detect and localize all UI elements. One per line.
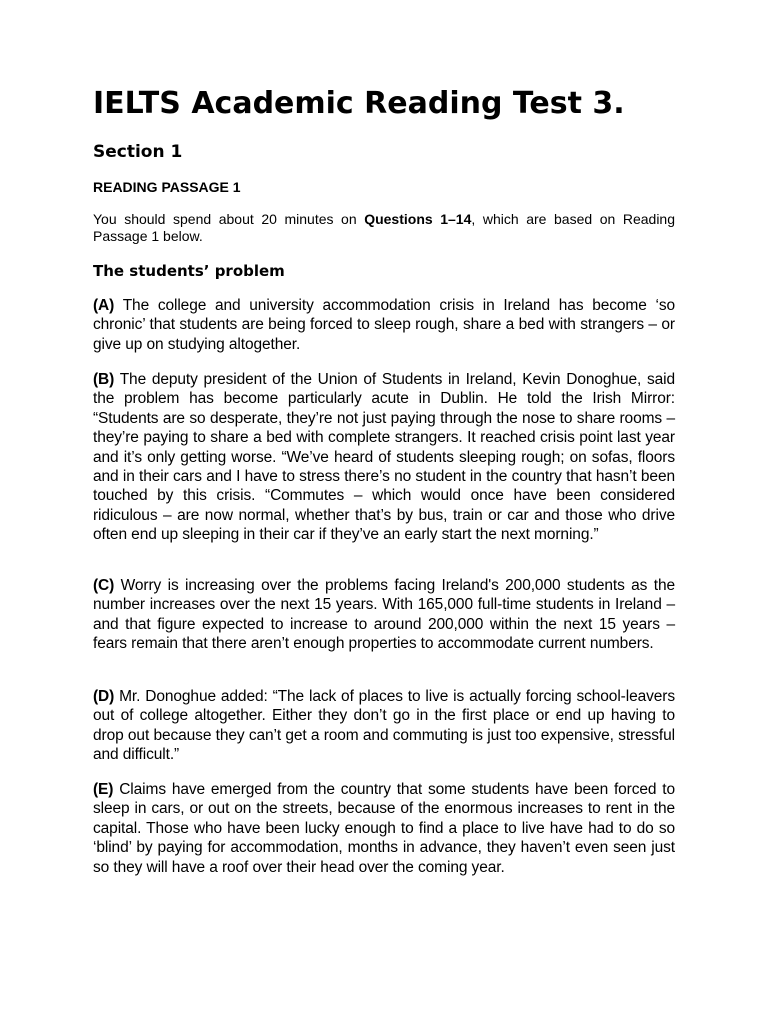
instructions-questions: Questions 1–14 bbox=[364, 211, 472, 227]
paragraph-text: The college and university accommodation crisis in Ireland has become ‘so chronic’ that students are being forced to sleep rough, share a bed with strangers – or give up on studying altogether. bbox=[93, 297, 675, 353]
paragraph-letter: (C) bbox=[93, 577, 115, 594]
paragraph-letter: (E) bbox=[93, 781, 114, 798]
instructions-before: You should spend about 20 minutes on bbox=[93, 211, 365, 227]
paragraph-text: The deputy president of the Union of Students in Ireland, Kevin Donoghue, said the problem has become particularly acute in Dublin. He told the Irish Mirror: “Students are so desperate, they’re not just paying through the nose to share rooms – they’re paying to share a bed with complete strangers. It reached crisis point last year and it’s only getting worse. “We’ve heard of students sleeping rough; on sofas, floors and in their cars and I have to stress there’s no student in the country that hasn’t been touched by this crisis. “Commutes – which would once have been considered ridiculous – are now normal, whether that’s by bus, train or car and those who drive often end up sleeping in their car if they’ve an early start the next morning.” bbox=[93, 371, 675, 544]
section-heading: Section 1 bbox=[93, 142, 183, 162]
paragraph-letter: (D) bbox=[93, 688, 115, 705]
paragraph-b bbox=[93, 370, 675, 545]
paragraph-c bbox=[93, 576, 675, 654]
paragraph-d bbox=[93, 687, 675, 765]
paragraph-letter: (A) bbox=[93, 297, 115, 314]
paragraph-e bbox=[93, 780, 675, 877]
paragraph-letter: (B) bbox=[93, 371, 115, 388]
passage-title: The students’ problem bbox=[93, 262, 285, 280]
instructions bbox=[93, 211, 675, 245]
paragraph-text: Claims have emerged from the country that some students have been forced to sleep in cars, or out on the streets, because of the enormous increases to rent in the capital. Those who have been lucky enough to find a place to live have had to do so ‘blind’ by paying for accommodation, months in advance, they haven’t even seen just so they will have a roof over their head over the coming year. bbox=[93, 781, 675, 876]
page-title: IELTS Academic Reading Test 3. bbox=[93, 86, 625, 121]
paragraph-text: Worry is increasing over the problems facing Ireland's 200,000 students as the number increases over the next 15 years. With 165,000 full-time students in Ireland – and that figure expected to increase to around 200,000 within the next 15 years –fears remain that there aren’t enough properties to accommodate current numbers. bbox=[93, 577, 675, 653]
passage-label: READING PASSAGE 1 bbox=[93, 179, 241, 195]
instructions-after: , which are based on Reading Passage 1 below. bbox=[93, 211, 675, 244]
paragraph-a bbox=[93, 296, 675, 354]
paragraph-text: Mr. Donoghue added: “The lack of places to live is actually forcing school-leavers out of college altogether. Either they don’t go in the first place or end up having to drop out because they can’t get a room and commuting is just too expensive, stressful and difficult.” bbox=[93, 688, 675, 764]
